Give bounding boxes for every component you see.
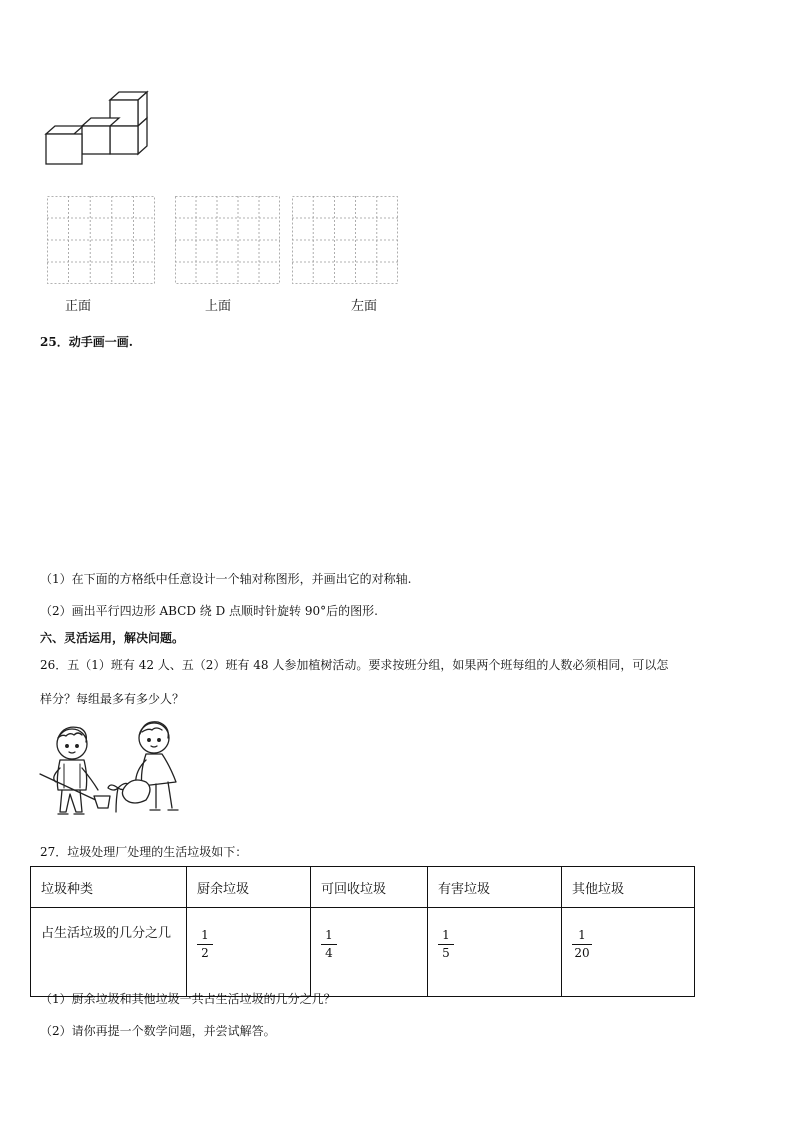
- label-left-view: 左面: [351, 299, 378, 314]
- header-cell-other: 其他垃圾: [562, 867, 695, 908]
- fraction: [572, 928, 592, 961]
- fraction-denominator: 20: [574, 946, 590, 960]
- cell-recyclable-fraction: [311, 908, 428, 997]
- cell-hazardous-fraction: [428, 908, 562, 997]
- q27-title: 27．垃圾处理厂处理的生活垃圾如下：: [40, 845, 248, 859]
- fraction-bar: [438, 944, 454, 945]
- fraction-bar: [572, 944, 592, 945]
- q26-line2: 样分？每组最多有多少人？: [40, 692, 185, 706]
- q25-sub1: （1）在下面的方格纸中任意设计一个轴对称图形，并画出它的对称轴.: [40, 572, 412, 586]
- fraction-denominator: 4: [325, 946, 333, 960]
- row-label-text: 占生活垃圾的几分之几: [41, 926, 172, 941]
- label-front-view: 正面: [65, 299, 92, 314]
- q25-sub2: （2）画出平行四边形 ABCD 绕 D 点顺时针旋转 90°后的图形.: [40, 604, 378, 618]
- header-cell-kitchen-waste: 厨余垃圾: [187, 867, 311, 908]
- fraction-bar: [321, 944, 337, 945]
- fraction-numerator: 1: [325, 928, 333, 942]
- table-row: [31, 908, 695, 997]
- header-cell-recyclable: 可回收垃圾: [311, 867, 428, 908]
- cell-kitchen-fraction: [187, 908, 311, 997]
- children-planting-illustration: [36, 716, 196, 826]
- fraction-bar: [197, 944, 213, 945]
- row-label-fraction: [31, 908, 187, 997]
- fraction-numerator: 1: [201, 928, 209, 942]
- cell-other-fraction: [562, 908, 695, 997]
- label-top-view: 上面: [205, 299, 232, 314]
- fraction-numerator: 1: [578, 928, 586, 942]
- grid-left-view: [292, 196, 398, 284]
- cube-stack-figure: [40, 88, 152, 168]
- fraction: [321, 928, 337, 961]
- grid-front-view: [47, 196, 155, 284]
- fraction: [438, 928, 454, 961]
- fraction-denominator: 2: [201, 946, 209, 960]
- header-cell-category: 垃圾种类: [31, 867, 187, 908]
- table-header-row: [31, 867, 695, 908]
- grid-top-view: [175, 196, 280, 284]
- fraction-denominator: 5: [442, 946, 450, 960]
- header-cell-hazardous: 有害垃圾: [428, 867, 562, 908]
- fraction-numerator: 1: [442, 928, 450, 942]
- q27-sub2: （2）请你再提一个数学问题，并尝试解答。: [40, 1024, 276, 1038]
- fraction: [197, 928, 213, 961]
- q25-title: 25．动手画一画.: [40, 335, 133, 349]
- section6-title: 六、灵活运用，解决问题。: [40, 631, 185, 645]
- q27-sub1: （1）厨余垃圾和其他垃圾一共占生活垃圾的几分之几？: [40, 992, 336, 1006]
- garbage-table: [30, 866, 695, 997]
- q26-line1: 26．五（1）班有 42 人、五（2）班有 48 人参加植树活动。要求按班分组，如果两个班每组的人数必须相同，可以怎: [40, 658, 669, 672]
